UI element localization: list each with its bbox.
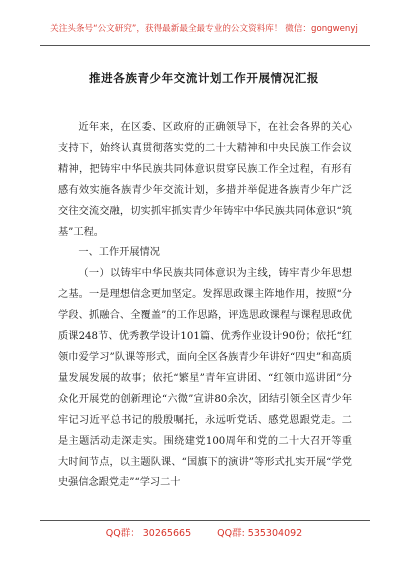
document-body <box>58 118 352 494</box>
intro-paragraph: 近年来，在区委、区政府的正确领导下，在社会各界的关心支持下，始终认真贯彻落实党的二十大精神和中央民族工作会议精神，把铸牢中华民族共同体意识贯穿民族工作全过程，有形有感有效实施各族青少年交流计划，多措并举促进各族青少年广泛交往交流交融，切实抓牢抓实青少年铸牢中华民族共同体意识“筑基”工程。 <box>58 122 352 238</box>
header-divider <box>40 45 370 46</box>
header-promo-text: 关注头条号“公文研究”，获得最新最全最专业的公文资料库！ 微信：gongwenyj <box>50 24 358 34</box>
section-paragraph: （一）以铸牢中华民族共同体意识为主线，铸牢青少年思想之基。一是理想信念更加坚定。发挥思政课主阵地作用，按照“分学段、抓融合、全覆盖”的工作思路，评选思政课程与课程思政优质课248节、优秀教学设计101篇、优秀作业设计90份；依托“红领巾爱学习”队课等形式，面向全区各族青少年讲好“四史”和高质量发展发展的故事；依托“繁星”青年宣讲团、“红领巾巡讲团”分众化开展党的创新理论“六微”宣讲80余次，团结引领全区青少年牢记习近平总书记的殷殷嘱托，永远听党话、感党恩跟党走。二是主题活动走深走实。围绕建党100周年和党的二十大召开等重大时间节点，以主题队课、“国旗下的演讲”等形式扎实开展“学党史强信念跟党走”“学习二十 <box>58 268 352 489</box>
footer-qq-group-1: QQ群： 30265665 <box>105 528 192 539</box>
footer-divider <box>40 520 370 521</box>
footer-contact <box>0 525 408 539</box>
footer-qq-group-2: QQ群: 535304092 <box>217 528 303 539</box>
section-heading: 一、工作开展情况 <box>78 247 160 259</box>
document-title: 推进各族青少年交流计划工作开展情况汇报 <box>89 71 319 85</box>
